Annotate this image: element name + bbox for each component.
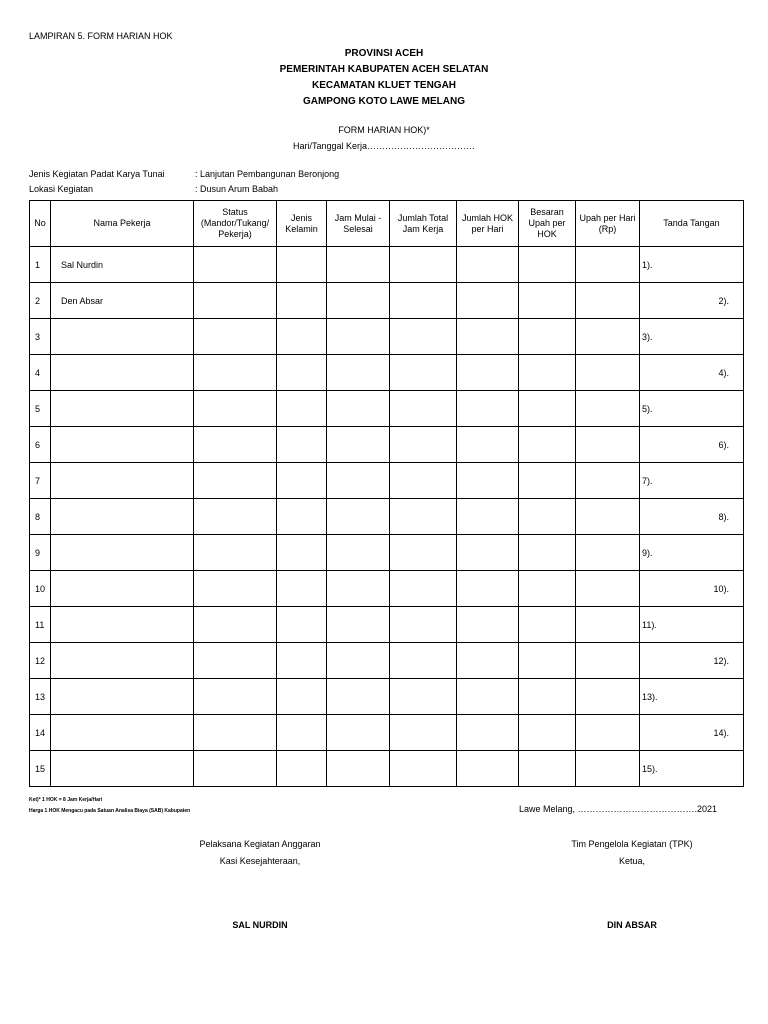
cell-nama-pekerja: [51, 679, 194, 715]
cell-besaran-upah: [519, 319, 576, 355]
cell-besaran-upah: [519, 643, 576, 679]
cell-besaran-upah: [519, 427, 576, 463]
cell-besaran-upah: [519, 499, 576, 535]
table-row: [30, 427, 744, 463]
cell-upah-hari: [576, 643, 640, 679]
lampiran-label: LAMPIRAN 5. FORM HARIAN HOK: [29, 31, 173, 41]
cell-jumlah-hok: [457, 355, 519, 391]
header-province: PROVINSI ACEH: [344, 48, 424, 59]
cell-upah-hari: [576, 499, 640, 535]
cell-jam-mulai-selesai: [327, 391, 390, 427]
header-regency: PEMERINTAH KABUPATEN ACEH SELATAN: [279, 64, 489, 75]
cell-no: 2: [30, 283, 51, 319]
table-row: [30, 607, 744, 643]
cell-total-jam: [390, 535, 457, 571]
table-row: [30, 499, 744, 535]
cell-total-jam: [390, 715, 457, 751]
cell-upah-hari: [576, 283, 640, 319]
cell-besaran-upah: [519, 571, 576, 607]
cell-no: 10: [30, 571, 51, 607]
left-signer-name: SAL NURDIN: [232, 920, 288, 930]
cell-jam-mulai-selesai: [327, 679, 390, 715]
jenis-kegiatan-value: : Lanjutan Pembangunan Beronjong: [195, 169, 340, 179]
cell-jumlah-hok: [457, 535, 519, 571]
cell-tanda-tangan: 9).: [640, 535, 744, 571]
cell-nama-pekerja: [51, 319, 194, 355]
cell-status: [194, 715, 277, 751]
form-title: FORM HARIAN HOK)*: [338, 125, 430, 135]
col-header-nama: Nama Pekerja: [51, 201, 194, 247]
cell-jumlah-hok: [457, 607, 519, 643]
cell-jumlah-hok: [457, 571, 519, 607]
cell-nama-pekerja: [51, 499, 194, 535]
cell-jam-mulai-selesai: [327, 247, 390, 283]
cell-no: 7: [30, 463, 51, 499]
col-header-upah-hari: Upah per Hari (Rp): [576, 201, 640, 247]
col-header-jumlah-hok: Jumlah HOK per Hari: [457, 201, 519, 247]
cell-no: 4: [30, 355, 51, 391]
cell-jenis-kelamin: [277, 751, 327, 787]
col-header-total-jam: Jumlah Total Jam Kerja: [390, 201, 457, 247]
jenis-kegiatan-label: Jenis Kegiatan Padat Karya Tunai: [29, 169, 165, 179]
cell-no: 5: [30, 391, 51, 427]
cell-no: 15: [30, 751, 51, 787]
cell-total-jam: [390, 571, 457, 607]
col-header-tanda-tangan: Tanda Tangan: [640, 201, 744, 247]
cell-status: [194, 499, 277, 535]
cell-tanda-tangan: 10).: [640, 571, 744, 607]
cell-jenis-kelamin: [277, 319, 327, 355]
cell-nama-pekerja: Sal Nurdin: [51, 247, 194, 283]
cell-total-jam: [390, 247, 457, 283]
cell-status: [194, 427, 277, 463]
cell-jumlah-hok: [457, 643, 519, 679]
cell-tanda-tangan: 3).: [640, 319, 744, 355]
table-body: [30, 247, 744, 787]
cell-status: [194, 283, 277, 319]
cell-jenis-kelamin: [277, 283, 327, 319]
cell-upah-hari: [576, 571, 640, 607]
table-row: [30, 679, 744, 715]
hari-tanggal-line: Hari/Tanggal Kerja………………………………: [292, 141, 476, 151]
cell-tanda-tangan: 5).: [640, 391, 744, 427]
cell-upah-hari: [576, 319, 640, 355]
table-row: [30, 247, 744, 283]
cell-tanda-tangan: 15).: [640, 751, 744, 787]
table-row: [30, 535, 744, 571]
cell-upah-hari: [576, 679, 640, 715]
cell-tanda-tangan: 14).: [640, 715, 744, 751]
cell-jumlah-hok: [457, 679, 519, 715]
cell-jumlah-hok: [457, 319, 519, 355]
cell-besaran-upah: [519, 283, 576, 319]
cell-tanda-tangan: 6).: [640, 427, 744, 463]
cell-total-jam: [390, 607, 457, 643]
note-harga: Harga 1 HOK Mengacu pada Satuan Analisa Biaya (SAB) Kabupaten: [29, 808, 191, 814]
cell-nama-pekerja: [51, 355, 194, 391]
cell-jam-mulai-selesai: [327, 319, 390, 355]
col-header-jenis-kelamin: Jenis Kelamin: [277, 201, 327, 247]
cell-total-jam: [390, 499, 457, 535]
note-ket: Ket)* 1 HOK = 8 Jam Kerja/Hari: [29, 797, 103, 803]
cell-nama-pekerja: [51, 715, 194, 751]
cell-besaran-upah: [519, 715, 576, 751]
cell-jam-mulai-selesai: [327, 355, 390, 391]
cell-nama-pekerja: [51, 643, 194, 679]
cell-jam-mulai-selesai: [327, 499, 390, 535]
cell-jam-mulai-selesai: [327, 607, 390, 643]
cell-besaran-upah: [519, 751, 576, 787]
cell-jenis-kelamin: [277, 499, 327, 535]
cell-jam-mulai-selesai: [327, 715, 390, 751]
cell-jumlah-hok: [457, 391, 519, 427]
cell-status: [194, 319, 277, 355]
cell-jam-mulai-selesai: [327, 571, 390, 607]
cell-total-jam: [390, 355, 457, 391]
table-row: [30, 355, 744, 391]
cell-jam-mulai-selesai: [327, 283, 390, 319]
left-signer-title: Pelaksana Kegiatan Anggaran: [199, 839, 321, 849]
cell-jenis-kelamin: [277, 427, 327, 463]
cell-jam-mulai-selesai: [327, 643, 390, 679]
cell-nama-pekerja: [51, 427, 194, 463]
cell-upah-hari: [576, 427, 640, 463]
table-header-row: [30, 201, 744, 247]
table-row: [30, 391, 744, 427]
cell-jenis-kelamin: [277, 355, 327, 391]
cell-jumlah-hok: [457, 247, 519, 283]
cell-tanda-tangan: 13).: [640, 679, 744, 715]
cell-besaran-upah: [519, 391, 576, 427]
cell-besaran-upah: [519, 463, 576, 499]
cell-jenis-kelamin: [277, 679, 327, 715]
cell-total-jam: [390, 463, 457, 499]
cell-besaran-upah: [519, 607, 576, 643]
cell-jam-mulai-selesai: [327, 427, 390, 463]
cell-nama-pekerja: [51, 535, 194, 571]
place-date: Lawe Melang, ………………………………….2021: [519, 804, 718, 814]
cell-jumlah-hok: [457, 751, 519, 787]
col-header-besaran-upah: Besaran Upah per HOK: [519, 201, 576, 247]
cell-nama-pekerja: [51, 463, 194, 499]
cell-no: 1: [30, 247, 51, 283]
cell-nama-pekerja: [51, 751, 194, 787]
table-row: [30, 751, 744, 787]
cell-no: 13: [30, 679, 51, 715]
cell-no: 12: [30, 643, 51, 679]
cell-status: [194, 571, 277, 607]
table-row: [30, 319, 744, 355]
cell-total-jam: [390, 427, 457, 463]
cell-jenis-kelamin: [277, 463, 327, 499]
cell-status: [194, 643, 277, 679]
cell-total-jam: [390, 679, 457, 715]
cell-upah-hari: [576, 607, 640, 643]
cell-tanda-tangan: 2).: [640, 283, 744, 319]
cell-besaran-upah: [519, 247, 576, 283]
cell-upah-hari: [576, 391, 640, 427]
cell-upah-hari: [576, 535, 640, 571]
cell-total-jam: [390, 283, 457, 319]
cell-jumlah-hok: [457, 499, 519, 535]
cell-upah-hari: [576, 715, 640, 751]
cell-status: [194, 535, 277, 571]
cell-status: [194, 751, 277, 787]
cell-jam-mulai-selesai: [327, 535, 390, 571]
cell-nama-pekerja: [51, 607, 194, 643]
cell-tanda-tangan: 12).: [640, 643, 744, 679]
cell-no: 8: [30, 499, 51, 535]
cell-jenis-kelamin: [277, 571, 327, 607]
table-row: [30, 571, 744, 607]
cell-nama-pekerja: [51, 391, 194, 427]
hok-table: [29, 200, 744, 787]
cell-status: [194, 463, 277, 499]
cell-tanda-tangan: 8).: [640, 499, 744, 535]
cell-jenis-kelamin: [277, 607, 327, 643]
col-header-jam: Jam Mulai - Selesai: [327, 201, 390, 247]
cell-upah-hari: [576, 247, 640, 283]
cell-jam-mulai-selesai: [327, 463, 390, 499]
cell-jumlah-hok: [457, 427, 519, 463]
cell-nama-pekerja: Den Absar: [51, 283, 194, 319]
cell-upah-hari: [576, 463, 640, 499]
table-row: [30, 463, 744, 499]
cell-total-jam: [390, 319, 457, 355]
cell-jenis-kelamin: [277, 391, 327, 427]
cell-besaran-upah: [519, 355, 576, 391]
cell-status: [194, 607, 277, 643]
cell-no: 14: [30, 715, 51, 751]
cell-status: [194, 679, 277, 715]
header-village: GAMPONG KOTO LAWE MELANG: [302, 96, 466, 107]
cell-total-jam: [390, 643, 457, 679]
cell-status: [194, 391, 277, 427]
cell-tanda-tangan: 11).: [640, 607, 744, 643]
right-signer-title: Tim Pengelola Kegiatan (TPK): [571, 839, 693, 849]
cell-besaran-upah: [519, 679, 576, 715]
table-row: [30, 283, 744, 319]
cell-tanda-tangan: 1).: [640, 247, 744, 283]
cell-upah-hari: [576, 751, 640, 787]
cell-jenis-kelamin: [277, 247, 327, 283]
cell-tanda-tangan: 7).: [640, 463, 744, 499]
cell-total-jam: [390, 751, 457, 787]
cell-no: 11: [30, 607, 51, 643]
cell-upah-hari: [576, 355, 640, 391]
col-header-status: Status (Mandor/Tukang/ Pekerja): [194, 201, 277, 247]
cell-jumlah-hok: [457, 283, 519, 319]
cell-no: 6: [30, 427, 51, 463]
cell-jumlah-hok: [457, 715, 519, 751]
col-header-no: No: [30, 201, 51, 247]
lokasi-kegiatan-label: Lokasi Kegiatan: [29, 184, 94, 194]
cell-nama-pekerja: [51, 571, 194, 607]
right-signer-name: DIN ABSAR: [607, 920, 657, 930]
cell-status: [194, 247, 277, 283]
cell-no: 9: [30, 535, 51, 571]
right-signer-position: Ketua,: [618, 856, 646, 866]
cell-jumlah-hok: [457, 463, 519, 499]
cell-total-jam: [390, 391, 457, 427]
cell-jam-mulai-selesai: [327, 751, 390, 787]
cell-no: 3: [30, 319, 51, 355]
cell-besaran-upah: [519, 535, 576, 571]
table-row: [30, 643, 744, 679]
lokasi-kegiatan-value: : Dusun Arum Babah: [195, 184, 279, 194]
cell-status: [194, 355, 277, 391]
cell-jenis-kelamin: [277, 715, 327, 751]
header-district: KECAMATAN KLUET TENGAH: [311, 80, 457, 91]
table-row: [30, 715, 744, 751]
left-signer-position: Kasi Kesejahteraan,: [219, 856, 301, 866]
cell-tanda-tangan: 4).: [640, 355, 744, 391]
cell-jenis-kelamin: [277, 643, 327, 679]
cell-jenis-kelamin: [277, 535, 327, 571]
